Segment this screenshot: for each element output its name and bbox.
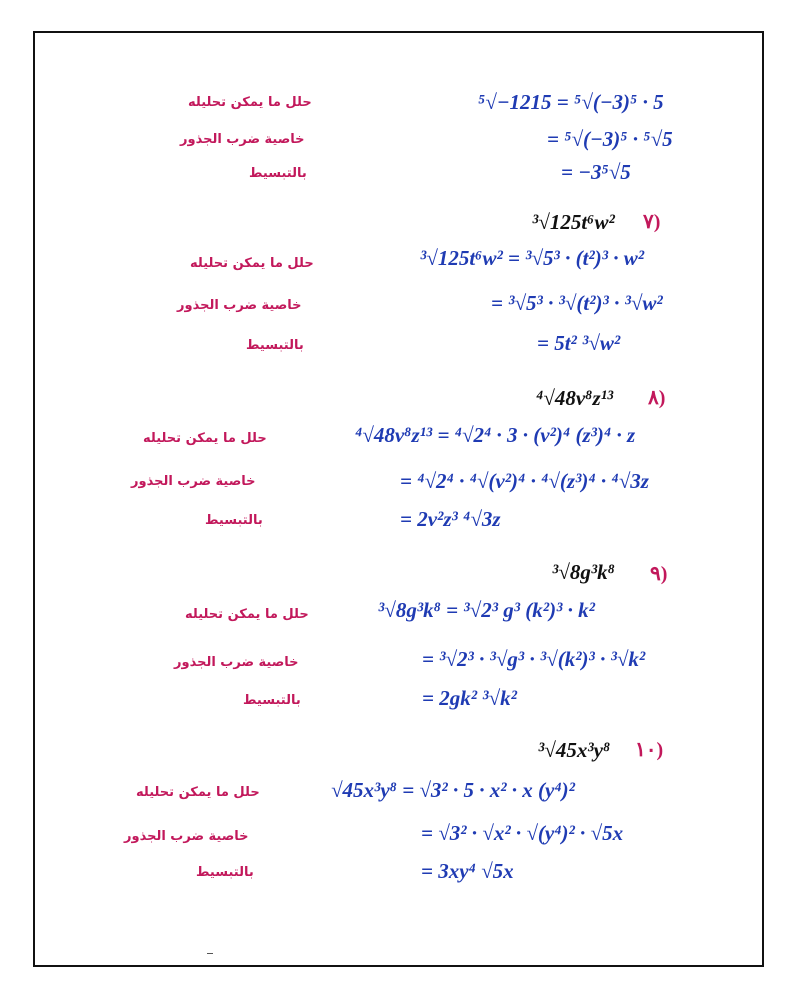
- equation-step: = −3⁵√5: [561, 160, 631, 184]
- simplify-label: بالتبسيط: [196, 865, 254, 880]
- factor-label: حلل ما يمكن تحليله: [143, 431, 267, 446]
- equation-step: ⁵√−1215 = ⁵√(−3)⁵ · 5: [478, 90, 664, 114]
- equation-step: = ⁵√(−3)⁵ · ⁵√5: [547, 127, 673, 151]
- simplify-label: بالتبسيط: [246, 338, 304, 353]
- product-property-label: خاصية ضرب الجذور: [174, 655, 299, 670]
- equation-step: = 5t² ³√w²: [537, 331, 621, 355]
- equation-step: = √3² · √x² · √(y⁴)² · √5x: [421, 821, 624, 845]
- simplify-label: بالتبسيط: [243, 693, 301, 708]
- factor-label: حلل ما يمكن تحليله: [185, 607, 309, 622]
- problem-number: ٨): [648, 387, 666, 409]
- equation-step: = ³√2³ · ³√g³ · ³√(k²)³ · ³√k²: [422, 647, 646, 671]
- equation-step: √45x³y⁸ = √3² · 5 · x² · x (y⁴)²: [331, 778, 575, 802]
- simplify-label: بالتبسيط: [205, 513, 263, 528]
- equation-step: ³√125t⁶w² = ³√5³ · (t²)³ · w²: [420, 246, 645, 270]
- footer-mark: [207, 953, 213, 954]
- factor-label: حلل ما يمكن تحليله: [188, 95, 312, 110]
- product-property-label: خاصية ضرب الجذور: [124, 829, 249, 844]
- product-property-label: خاصية ضرب الجذور: [177, 298, 302, 313]
- problem-number: ٧): [643, 211, 661, 233]
- equation-step: = 2gk² ³√k²: [422, 686, 517, 710]
- equation-step: = ⁴√2⁴ · ⁴√(v²)⁴ · ⁴√(z³)⁴ · ⁴√3z: [400, 469, 649, 493]
- simplify-label: بالتبسيط: [249, 166, 307, 181]
- problem-expression: ³√8g³k⁸: [552, 560, 615, 584]
- problem-number: ٩): [650, 563, 668, 585]
- equation-step: = 2v²z³ ⁴√3z: [400, 507, 501, 531]
- factor-label: حلل ما يمكن تحليله: [136, 785, 260, 800]
- product-property-label: خاصية ضرب الجذور: [131, 474, 256, 489]
- equation-step: = ³√5³ · ³√(t²)³ · ³√w²: [491, 291, 663, 315]
- equation-step: ³√8g³k⁸ = ³√2³ g³ (k²)³ · k²: [378, 598, 595, 622]
- problem-number: ١٠): [635, 739, 664, 761]
- problem-expression: ³√125t⁶w²: [532, 210, 615, 234]
- page-frame: [33, 31, 764, 967]
- factor-label: حلل ما يمكن تحليله: [190, 256, 314, 271]
- product-property-label: خاصية ضرب الجذور: [180, 132, 305, 147]
- equation-step: ⁴√48v⁸z¹³ = ⁴√2⁴ · 3 · (v²)⁴ (z³)⁴ · z: [355, 423, 636, 447]
- equation-step: = 3xy⁴ √5x: [421, 859, 514, 883]
- problem-expression: ³√45x³y⁸: [538, 738, 611, 762]
- problem-expression: ⁴√48v⁸z¹³: [536, 386, 614, 410]
